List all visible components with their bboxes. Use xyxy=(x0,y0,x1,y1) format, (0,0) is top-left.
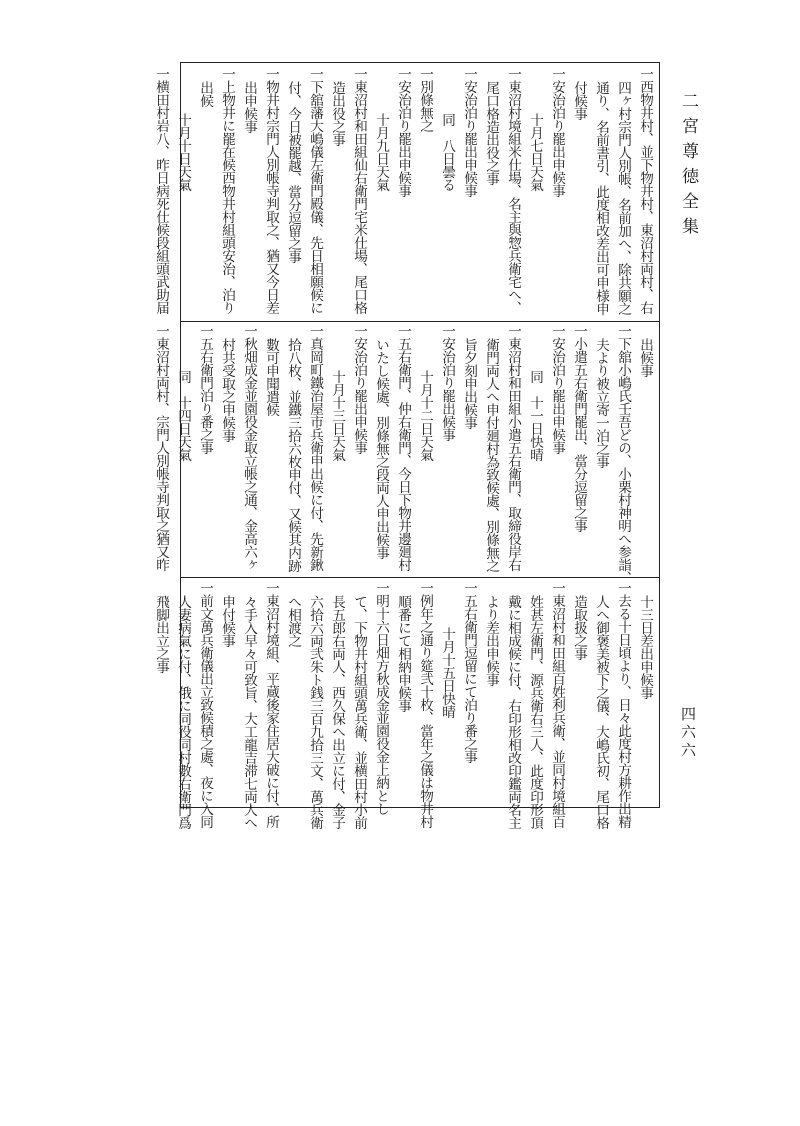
text-column: 同 十一日快晴 xyxy=(527,370,543,461)
text-column: 十月十二日天氣 xyxy=(417,370,433,461)
text-column: 十月九日天氣 xyxy=(373,113,389,191)
register-divider xyxy=(181,321,659,322)
upper-register xyxy=(153,67,655,319)
text-column: 姓甚左衛門、源兵衛右三人、此度印形頂 xyxy=(527,595,543,829)
text-column: 一前文萬兵衛儀出立致候積之處、夜に入同 xyxy=(197,581,213,828)
text-column: 一安治泊り罷出申候事 xyxy=(549,324,565,454)
text-column: 一五右衛門、仲右衛門、今日下物井邊廻村 xyxy=(395,324,411,571)
text-column: 四ヶ村宗門人別帳、名前加へ、除共願之 xyxy=(615,81,631,315)
text-column: 一真岡町鐵治屋市兵衛申出候に付、先新鍬 xyxy=(307,324,323,571)
text-column: 造出役之事 xyxy=(329,81,345,146)
text-column: て、下物井村組頭萬兵衛、並横田村小前 xyxy=(351,595,367,829)
text-column: 一安治泊り罷出申候事 xyxy=(351,324,367,454)
text-column: 一東沼村和田組小遣五右衛門、取締役岸右 xyxy=(505,324,521,571)
text-column: 旨夕刻申出候事 xyxy=(461,338,477,429)
text-column: 人へ御褒美被下之儀、大嶋氏初、尾口格 xyxy=(593,595,609,829)
text-column: 一横田村岩八、昨日病死仕候段組頭武助届 xyxy=(153,67,169,314)
text-column: 一下舘藩大嶋儀左衛門殿儀、先日相願候に xyxy=(307,67,323,314)
lower-register xyxy=(153,581,655,829)
text-column: 衛門両人へ申付廻村為致候處、別條無之 xyxy=(483,338,499,572)
text-column: 申付候事 xyxy=(219,595,235,647)
text-column: 々手入早々可致旨、大工龍吉滞七両人へ xyxy=(241,595,257,829)
text-column: 同 八日曇る xyxy=(439,113,455,191)
text-column: 一安治泊り罷出申候事 xyxy=(395,67,411,197)
text-column: 人妻病氣に付、俄に同役同村數右衛門爲 xyxy=(175,595,191,829)
middle-register xyxy=(153,324,655,584)
text-column: 拾八枚、並鐵三拾六枚申付、又候其内跡 xyxy=(285,338,301,572)
text-column: 一明十六日畑方秋成金並園役金上納とし xyxy=(373,581,389,815)
text-column: 一例年之通り筵弐十枚、當年之儀は物井村 xyxy=(417,581,433,828)
text-column: 一五右衛門逗留にて泊り番之事 xyxy=(461,581,477,763)
text-column: 十月十日天氣 xyxy=(175,113,191,191)
text-column: 戴に相成候に付、右印形相改印鑑両名主 xyxy=(505,595,521,829)
text-column: 飛脚出立之事 xyxy=(153,595,169,673)
text-column: より差出申候事 xyxy=(483,595,499,686)
text-column: 一東沼村両村、宗門人別帳寺判取之猶又昨 xyxy=(153,324,169,571)
text-column: 出候事 xyxy=(637,338,653,377)
text-column: 一小遣五右衛門罷出、當分逗留之事 xyxy=(571,324,587,532)
text-column: 一上物井に罷在候西物井村組頭安治、泊り xyxy=(219,67,235,314)
running-head: 二宮尊徳全集 xyxy=(678,92,698,242)
text-column: 一五右衛門泊り番之事 xyxy=(197,324,213,454)
text-column: 出候 xyxy=(197,81,213,107)
text-column: 一安治泊り罷出候事 xyxy=(439,324,455,441)
text-column: 付候事 xyxy=(571,81,587,120)
text-column: 通り、名前書引、此度相改差出可申様申 xyxy=(593,81,609,315)
text-column: 十三日差出申候事 xyxy=(637,595,653,699)
text-column: 一秋畑成金並園役金取立帳之通、金高六ヶ xyxy=(241,324,257,571)
text-column: 六拾六両弐朱ト銭三百九拾三文、萬兵衛 xyxy=(307,595,323,829)
text-column: 一去る十日頃より、日々此度村方耕作出精 xyxy=(615,581,631,828)
text-column: へ相渡之 xyxy=(285,595,301,647)
text-column: 一東沼村境組米仕場、名主與惣兵衛宅へ、 xyxy=(505,67,521,314)
text-column: 一安治泊り罷出申候事 xyxy=(549,67,565,197)
page-number: 四六六 xyxy=(679,706,697,760)
register-divider xyxy=(181,577,659,578)
text-column: 出申候事 xyxy=(241,81,257,133)
text-column: 一東沼村和田組百姓利兵衛、並同村境組百 xyxy=(549,581,565,828)
text-column: 一東沼村境組、平蔵後家住居大破に付、所 xyxy=(263,581,279,828)
text-column: 付、今日被罷越、當分逗留之事 xyxy=(285,81,301,263)
text-column: 尾口格造出役之事 xyxy=(483,81,499,185)
text-column: 村共受取之申候事 xyxy=(219,338,235,442)
text-column: 夫より被立寄一泊之事 xyxy=(593,338,609,468)
text-column: 一東沼村和田組仙右衛門宅米仕場、尾口格 xyxy=(351,67,367,314)
text-column: 一物井村宗門人別帳寺判取之、猶又今日差 xyxy=(263,67,279,314)
text-column: 同 十四日天氣 xyxy=(175,370,191,461)
text-column: 一西物井村、並下物井村、東沼村両村、右 xyxy=(637,67,653,314)
text-column: 造取扱之事 xyxy=(571,595,587,660)
text-column: 十月七日天氣 xyxy=(527,113,543,191)
text-column: 十月十五日快晴 xyxy=(439,627,455,718)
text-frame xyxy=(153,62,660,829)
text-column: 一安治泊り罷出申候事 xyxy=(461,67,477,197)
text-column: 一下舘小嶋氏壬吾どの、小栗村神明へ参詣、 xyxy=(615,324,631,584)
text-column: 數可申聞遣候 xyxy=(263,338,279,416)
text-column: いたし候處、別條無之段両人申出候事 xyxy=(373,338,389,559)
text-column: 一別條無之 xyxy=(417,67,433,132)
text-column: 長五郎右両人、西久保へ出立に付、金子 xyxy=(329,595,345,829)
text-column: 十月十三日天氣 xyxy=(329,370,345,461)
text-column: 順番にて相納申候事 xyxy=(395,595,411,712)
